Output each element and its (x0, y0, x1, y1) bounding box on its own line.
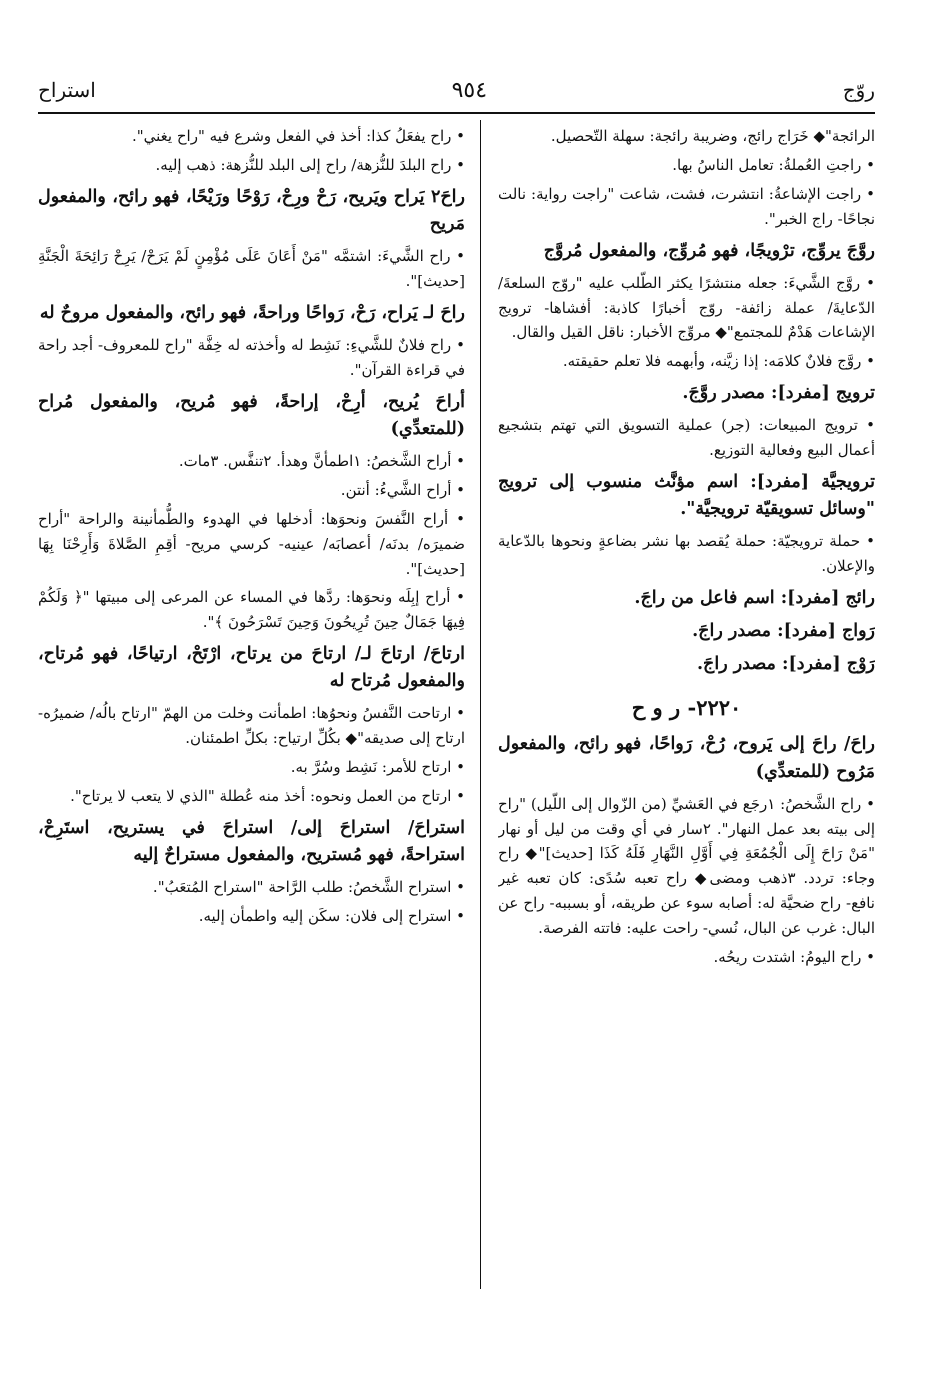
entry-headword: ترويجيَّة [مفرد]: اسم مؤنَّث منسوب إلى ترويج "وسائل تسويقيّة ترويجيَّة". (498, 472, 875, 520)
definition-text: • راح يفعَلُ كذا: أخذ في الفعل وشرع فيه "راح يغني". (131, 127, 465, 145)
definition-text: • راجتِ العُملةُ: تعامل الناسُ بها. (672, 155, 875, 174)
definition-text: • راح فلانٌ للشَّيءِ: نَشِط له وأخذته له خِفَّة "راح للمعروف- أجد راحة في قراءة القرآن". (38, 335, 465, 379)
column-divider (480, 120, 481, 1289)
guide-word-right: روّج (842, 78, 875, 102)
definition-text: • أراح الشَّخصُ: ١اطمأنَّ وهدأ. ٢تنفَّس. ٣مات. (178, 451, 465, 470)
entry-headword: رَوْج [مفرد]: مصدر راجَ. (696, 654, 875, 675)
entry-headword: ارتاحَ/ ارتاحَ لـ/ ارتاحَ من يرتاح، ارْتَحْ، ارتياحًا، فهو مُرتاح، والمفعول مُرتاح له (38, 644, 465, 692)
definition-text: • ارتاح من العمل ونحوه: أخذ منه عُطلة "الذي لا يتعب لا يرتاح". (70, 787, 465, 806)
definition-text: • روَّج فلانٌ كلامَه: إذا زيَّنه، وأبهمه فلا تعلم حقيقته. (562, 352, 875, 371)
definition-text: • راح البلدَ للنُّزهة/ راح إلى البلد للنُّزهة: ذهب إليه. (155, 155, 465, 174)
page-number: ٩٥٤ (451, 77, 488, 103)
left-column (38, 124, 465, 1289)
definition-text: • راجت الإشاعةُ: انتشرت، فشت، شاعت "راجت رواية: نالت نجاحًا- راج الخبر". (498, 184, 875, 228)
definition-text: • استراح إلى فلان: سكَن إليه واطمأن إليه. (198, 907, 465, 926)
right-column (498, 124, 875, 1289)
entry-headword: راحَ لـ يَراح، رَحْ، رَواحًا وراحةً، فهو رائح، والمفعول مروحٌ له (39, 302, 465, 323)
entry-headword: ترويج [مفرد]: مصدر روَّجَ. (682, 383, 875, 404)
definition-text: • راح اليومُ: اشتدت ريحُه. (713, 948, 875, 967)
guide-word-left: استراح (38, 78, 96, 102)
definition-text: • ترويج المبيعات: (جر) عملية التسويق التي تهتم بتشجيع أعمال البيع وفعالية التوزيع. (498, 416, 875, 460)
entry-headword: راحَ/ راحَ إلى يَروح، رُحْ، رَواحًا، فهو رائح، والمفعول مَرُوح (للمتعدِّي) (498, 734, 875, 782)
definition-text: • حملة ترويجيّة: حملة يُقصد بها نشر بضاعةٍ ونحوها بالدّعاية والإعلان. (498, 532, 875, 576)
entry-headword: رَواج [مفرد]: مصدر راجَ. (692, 621, 875, 642)
entry-headword: روَّجَ يروِّج، ترْويجًا، فهو مُروِّج، والمفعول مُروَّج (543, 240, 875, 261)
header-rule (38, 112, 875, 114)
definition-text: • أراح إبِلَه ونحوَها: ردَّها في المساء عن المرعى إلى مبيتها "﴿ وَلَكُمْ فِيهَا جَمَالٌ حِينَ تُرِيحُونَ وَحِينَ تَسْرَحُونَ ﴾". (38, 588, 465, 632)
definition-text: الرائجة"◆ خَرَاج رائج، وضريبة رائجة: سهلة التّحصيل. (550, 127, 875, 145)
definition-text: • راح الشَّيءَ: اشتمَّه "مَنْ أَعَانَ عَلَى مُؤْمِنٍ لَمْ يَرَحْ/ يَرِحْ رَائِحَةَ الْجَنَّةِ [حديث]". (38, 247, 465, 290)
definition-text: • أراح النَّفسَ ونحوَها: أدخلها في الهدوء والطُّمأنينة والراحة "أراح ضميرَه/ بدنَه/ أعصابَه/ عينيه- كرسي مريح- أقِمِ الصَّلاةَ وَأَرِحْنَا بِهَا [حديث]". (38, 509, 465, 578)
definition-text: • أراح الشَّيءُ: أنتن. (340, 480, 465, 499)
entry-headword: راحَ٢ يَراح ويَريح، رَحْ ورِحْ، رَوْحًا ورَيْحًا، فهو رائح، والمفعول مَريح (38, 186, 465, 234)
definition-text: • ارتاحت النَّفسُ ونحوُها: اطمأنت وخلت من الهمّ "ارتاح بالُه/ ضميرُه- ارتاح إلى صديقه"◆ بكُلِّ ارتياح: بكلِّ اطمئنان. (38, 704, 465, 748)
definition-text: • روَّج الشَّيءَ: جعله منتشرًا يكثر الطّلب عليه "روّج السلعةَ/ الدّعايةَ/ عملة زائفة- روّج أخبارًا كاذبة: أفشاها- ترويج الإشاعات هَدْمٌ للمجتمع"◆ مروِّج الأخبار: ناقل القيل والقال. (498, 273, 875, 342)
entry-headword: استراحَ/ استراحَ إلى/ استراحَ في يستريح، استَرِحْ، استراحةً، فهو مُستريح، والمفعول مستراحٌ إليه (38, 818, 465, 866)
definition-text: • ارتاح للأمر: نَشِط وسُرَّ به. (290, 758, 465, 777)
page-header (38, 70, 875, 110)
definition-text: • راح الشَّخصُ: ١رجَع في العَشيِّ (من الزّوال إلى اللّيل) "راح إلى بيته بعد عمل النهار". ٢سار في أي وقت من ليل أو نهار "مَنْ رَاحَ إِلَى الْجُمُعَةِ فِي أَوَّلِ النَّهَارِ فَلَهُ كَذَا [حديث]"◆ راح وجاء: تردد. ٣ذهب ومضى◆ راح تعبه سُدًى: كان تعبه غير نافع- راح ضحيَّة له: أصابه سوء عن طريقه، أو بسببه- راح عن البال: غرب عن البال، نُسي- راحت عليه: فاتته الفرصة. (498, 794, 875, 938)
entry-headword: رائج [مفرد]: اسم فاعل من راجَ. (634, 588, 875, 609)
entry-headword: أراحَ يُريح، أرِحْ، إراحةً، فهو مُريح، والمفعول مُراح (للمتعدِّي) (38, 391, 465, 439)
definition-text: • استراح الشَّخصُ: طلب الرَّاحة "استراح المُتعَبُ". (152, 878, 465, 897)
root-section-heading: ٢٢٢٠- ر و ح (631, 694, 742, 720)
